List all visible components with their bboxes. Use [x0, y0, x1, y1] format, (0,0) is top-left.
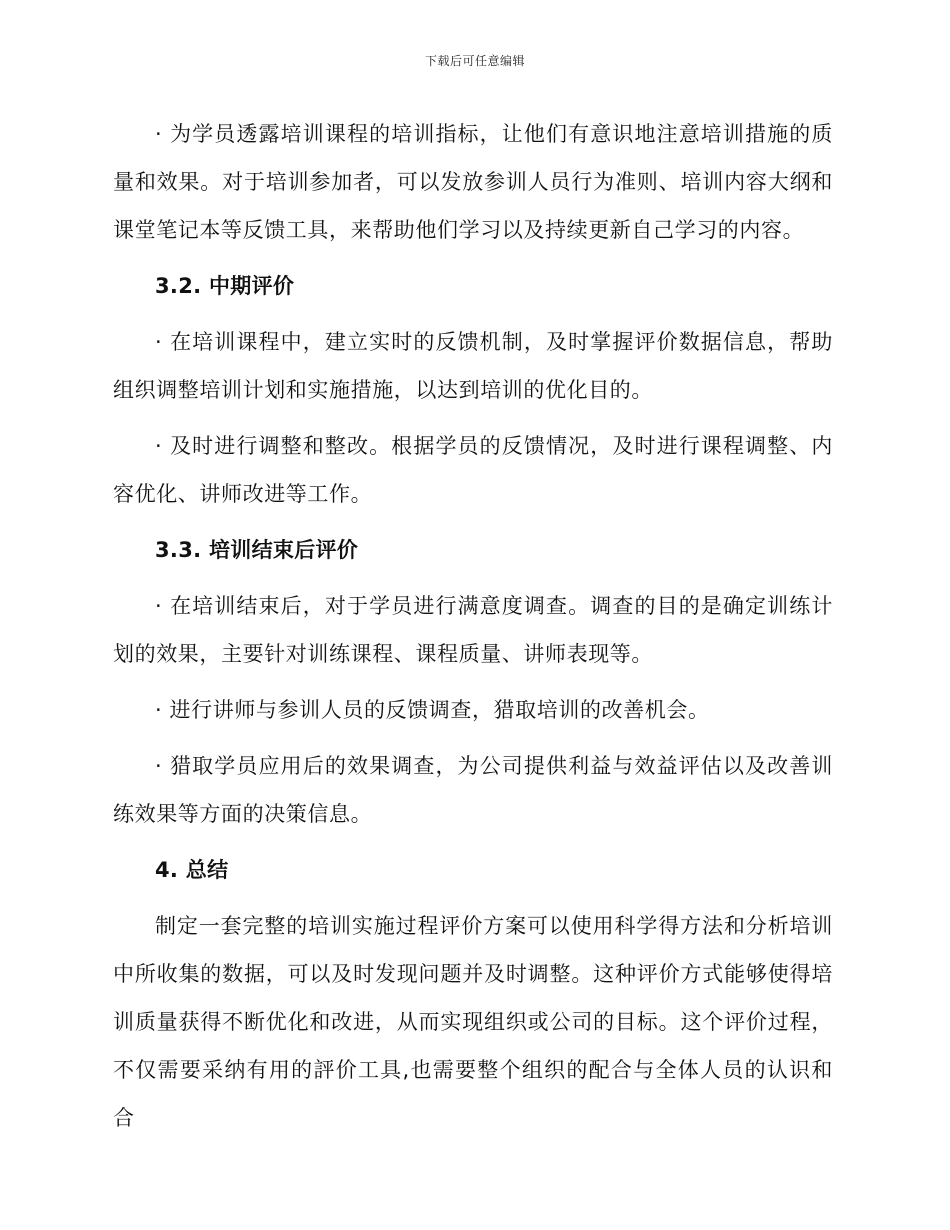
paragraph-5: · 进行讲师与参训人员的反馈调查，猎取培训的改善机会。 [155, 698, 710, 722]
heading-4: 4. 总结 [155, 858, 229, 882]
paragraph-7: 制定一套完整的培训实施过程评价方案可以使用科学得方法和分析培训中所收集的数据，可以及时发现问题并及时调整。这种评价方式能够使得培训质量获得不断优化和改进，从而实现组织或公司的目标。这个评价过程，不仅需要采纳有用的評价工具,也需要整个组织的配合与全体人员的认识和合 [113, 914, 833, 1130]
paragraph-2: · 在培训课程中，建立实时的反馈机制，及时掌握评价数据信息，帮助组织调整培训计划和实施措施，以达到培训的优化目的。 [113, 330, 833, 402]
document-body [113, 110, 833, 1142]
heading-3-3: 3.3. 培训结束后评价 [155, 538, 359, 562]
header-note: 下载后可任意编辑 [424, 54, 525, 68]
heading-3-2: 3.2. 中期评价 [155, 274, 295, 298]
paragraph-4: · 在培训结束后，对于学员进行满意度调查。调查的目的是确定训练计划的效果，主要针对训练课程、课程质量、讲师表现等。 [113, 594, 833, 666]
paragraph-1: · 为学员透露培训课程的培训指标，让他们有意识地注意培训措施的质量和效果。对于培训参加者，可以发放参训人员行为准则、培训内容大纲和课堂笔记本等反馈工具，来帮助他们学习以及持续更新自己学习的内容。 [113, 122, 833, 242]
paragraph-3: · 及时进行调整和整改。根据学员的反馈情况，及时进行课程调整、内容优化、讲师改进等工作。 [113, 434, 833, 506]
paragraph-6: · 猎取学员应用后的效果调查，为公司提供利益与效益评估以及改善训练效果等方面的决策信息。 [113, 754, 833, 826]
